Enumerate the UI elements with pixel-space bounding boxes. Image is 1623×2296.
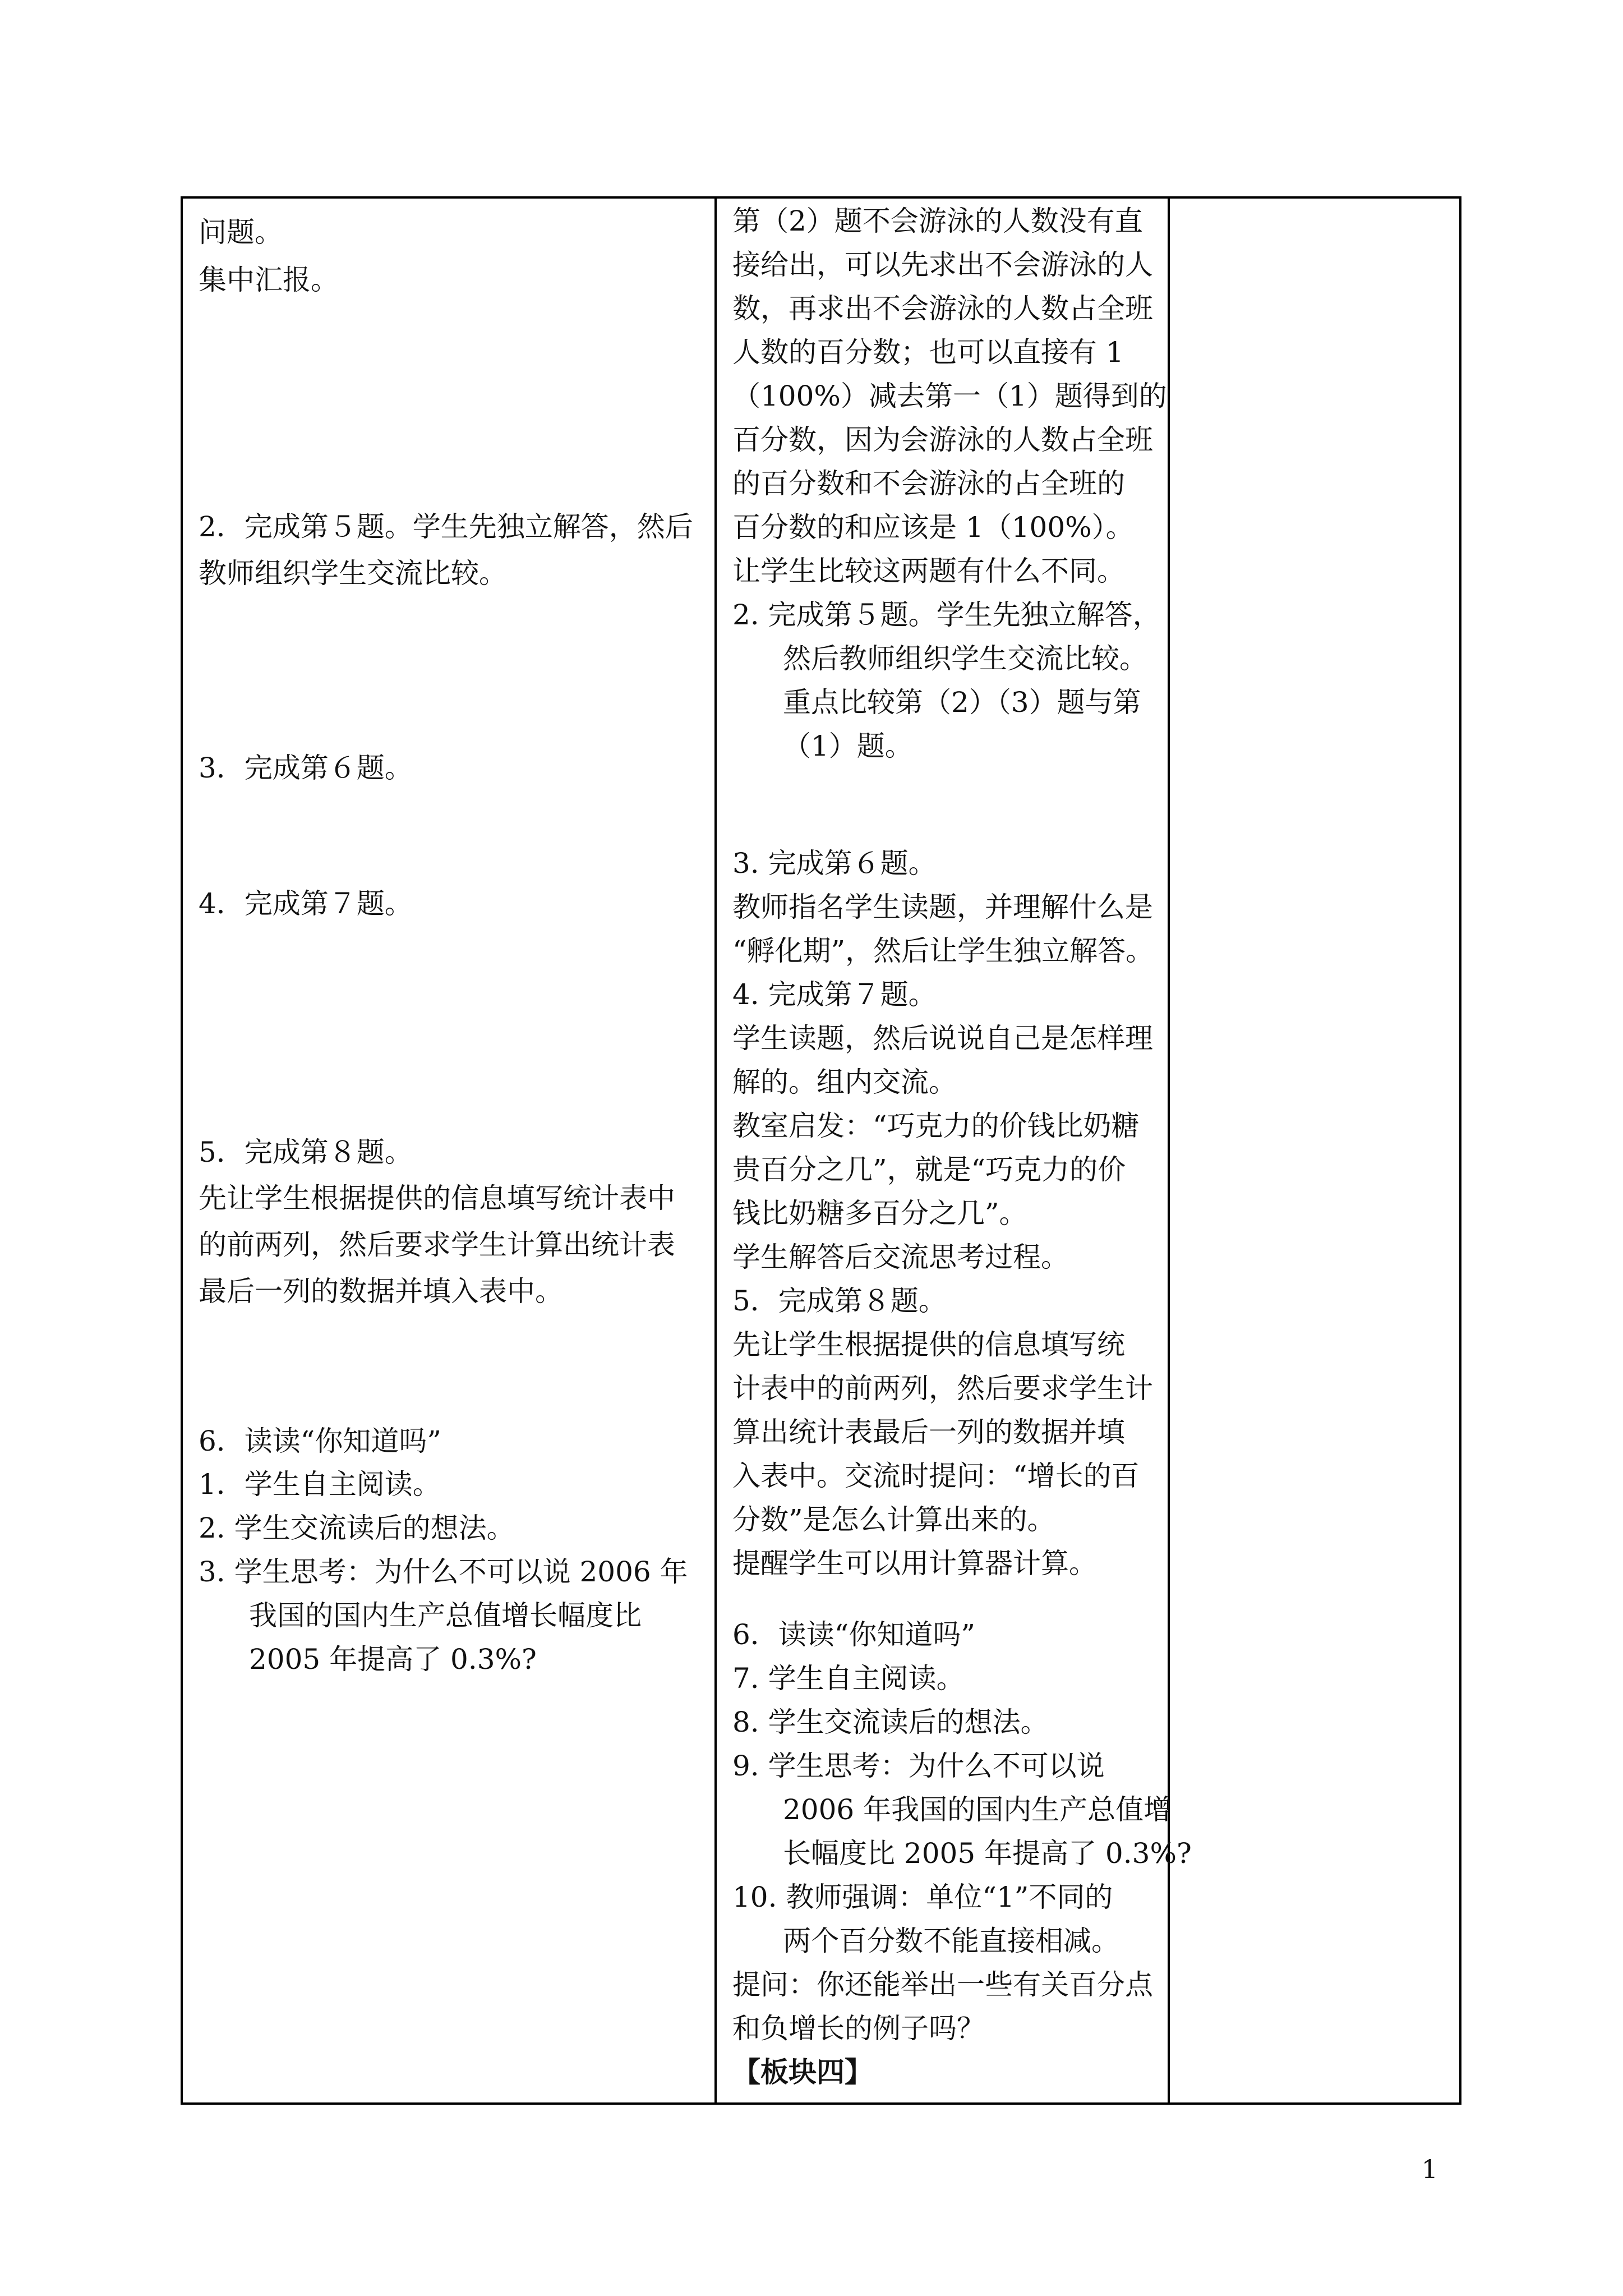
col2-line: 2006 年我国的国内生产总值增: [783, 1793, 1172, 1826]
col1-line: 6．读读“你知道吗”: [199, 1425, 441, 1457]
lesson-plan-table: [181, 196, 1461, 2105]
col2-line: 6．读读“你知道吗”: [732, 1618, 975, 1651]
col2-line: 5．完成第８题。: [732, 1285, 947, 1317]
col2-line: 让学生比较这两题有什么不同。: [732, 555, 1125, 587]
col2-line: 接给出，可以先求出不会游泳的人: [732, 249, 1153, 281]
col1-line: 集中汇报。: [199, 264, 339, 296]
col2-line: 3. 完成第６题。: [732, 847, 937, 880]
col2-line: 算出统计表最后一列的数据并填: [732, 1416, 1125, 1448]
col2-line: 然后教师组织学生交流比较。: [783, 642, 1147, 675]
column-divider-1: [714, 199, 717, 2102]
col2-line: 百分数的和应该是 1（100%）。: [732, 511, 1134, 544]
col2-line: 的百分数和不会游泳的占全班的: [732, 467, 1125, 500]
col2-line: 贵百分之几”，就是“巧克力的价: [732, 1153, 1126, 1186]
col1-line: 最后一列的数据并填入表中。: [199, 1275, 563, 1308]
col2-line: 解的。组内交流。: [732, 1066, 957, 1098]
col2-line: 计表中的前两列，然后要求学生计: [732, 1372, 1153, 1405]
col1-line: 1．学生自主阅读。: [199, 1468, 441, 1501]
page-number: 1: [1421, 2154, 1438, 2184]
col2-line: 4. 完成第７题。: [732, 978, 937, 1011]
col2-line: 10. 教师强调：单位“1”不同的: [732, 1881, 1113, 1913]
col1-line: 4．完成第７题。: [199, 887, 413, 920]
col1-line: 5．完成第８题。: [199, 1136, 413, 1168]
col2-line: 8. 学生交流读后的想法。: [732, 1706, 1049, 1738]
col2-line: （1）题。: [783, 730, 913, 762]
col2-line: 9. 学生思考：为什么不可以说: [732, 1750, 1105, 1782]
col2-line: 7. 学生自主阅读。: [732, 1662, 965, 1695]
col2-line: 第（2）题不会游泳的人数没有直: [732, 205, 1143, 237]
col2-line: 两个百分数不能直接相减。: [783, 1925, 1119, 1957]
section-heading: 【板块四】: [732, 2055, 873, 2088]
col1-line: 的前两列，然后要求学生计算出统计表: [199, 1228, 675, 1261]
col2-line: 重点比较第（2）（3）题与第: [783, 686, 1141, 719]
col2-line: 和负增长的例子吗？: [732, 2012, 985, 2045]
col2-line: 学生解答后交流思考过程。: [732, 1241, 1069, 1273]
col1-line: 我国的国内生产总值增长幅度比: [249, 1599, 642, 1632]
col2-line: 百分数，因为会游泳的人数占全班: [732, 424, 1153, 456]
col2-line: 数，再求出不会游泳的人数占全班: [732, 292, 1153, 325]
col2-line: 入表中。交流时提问：“增长的百: [732, 1460, 1140, 1492]
col2-line: 教师指名学生读题，并理解什么是: [732, 891, 1153, 923]
col2-line: （100%）减去第一（1）题得到的: [732, 380, 1167, 412]
col2-line: 分数”是怎么计算出来的。: [732, 1503, 1055, 1536]
col1-line: 教师组织学生交流比较。: [199, 557, 507, 590]
col2-line: 提问：你还能举出一些有关百分点: [732, 1968, 1153, 2001]
col2-line: 2. 完成第５题。学生先独立解答，: [732, 599, 1161, 631]
col2-line: 先让学生根据提供的信息填写统: [732, 1328, 1125, 1361]
col1-line: 3．完成第６题。: [199, 752, 413, 784]
notes-column: [1170, 199, 1461, 2102]
col1-line: 先让学生根据提供的信息填写统计表中: [199, 1182, 675, 1214]
col2-line: 长幅度比 2005 年提高了 0.3%?: [783, 1837, 1192, 1870]
col2-line: “孵化期”，然后让学生独立解答。: [732, 935, 1154, 967]
col1-line: 2. 学生交流读后的想法。: [199, 1512, 515, 1544]
col1-line: 3. 学生思考：为什么不可以说 2006 年: [199, 1556, 688, 1588]
student-activity-column: [199, 199, 714, 2102]
col2-line: 人数的百分数；也可以直接有 1: [732, 336, 1124, 369]
col2-line: 钱比奶糖多百分之几”。: [732, 1197, 1027, 1230]
col1-line: 问题。: [199, 216, 283, 249]
col1-line: 2005 年提高了 0.3%?: [249, 1643, 537, 1676]
col2-line: 学生读题，然后说说自己是怎样理: [732, 1022, 1153, 1055]
col2-line: 提醒学生可以用计算器计算。: [732, 1547, 1097, 1580]
col2-line: 教室启发：“巧克力的价钱比奶糖: [732, 1110, 1140, 1142]
col1-line: 2．完成第５题。学生先独立解答，然后: [199, 510, 693, 543]
